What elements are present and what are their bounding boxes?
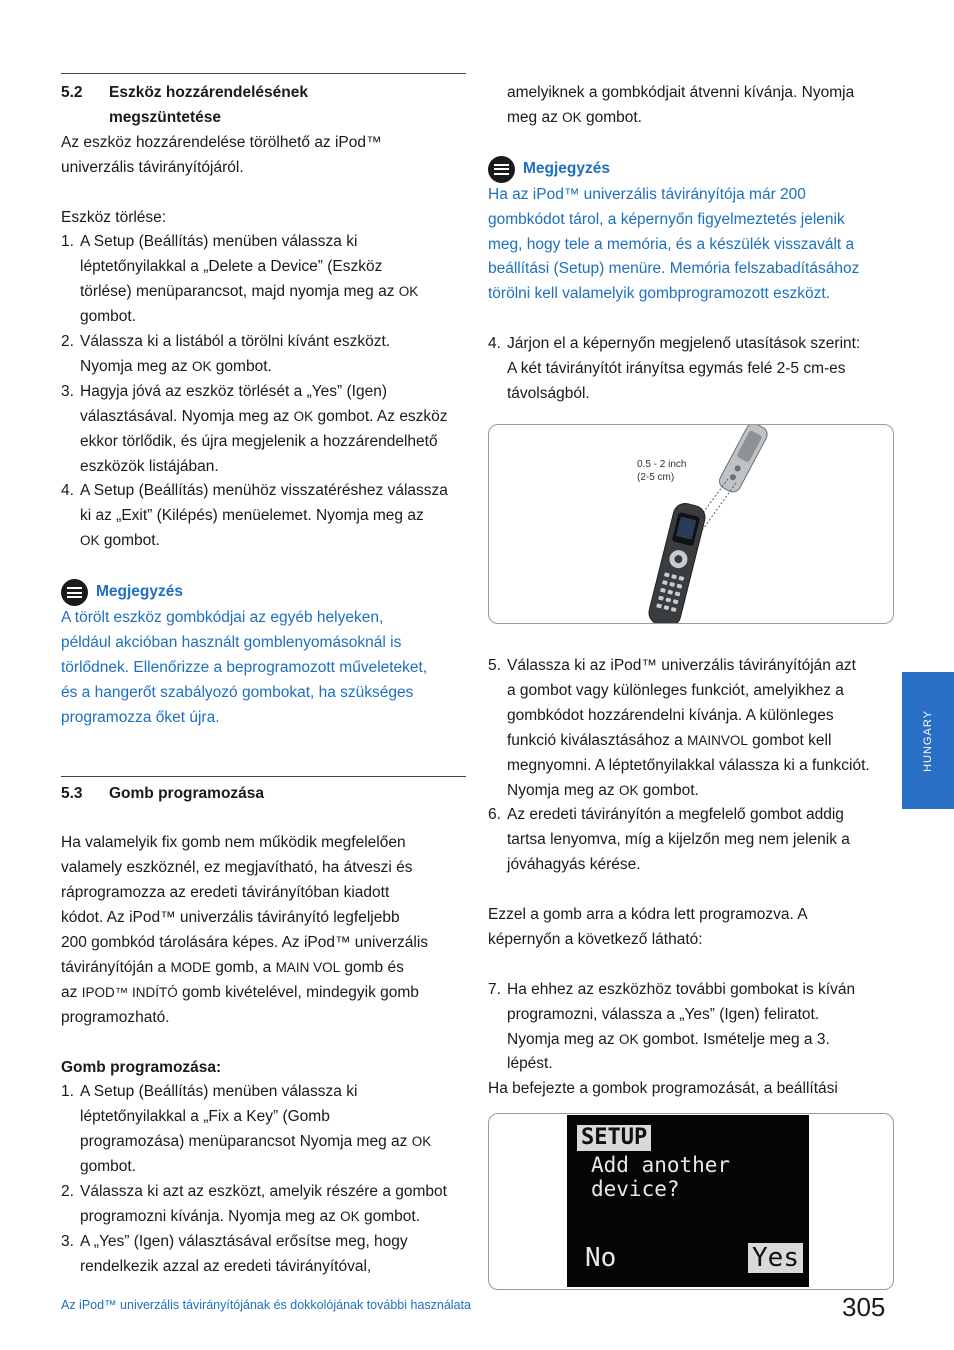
setup-screen-illustration: [488, 1113, 894, 1290]
steps-5-6: [488, 654, 894, 878]
list-item: 1. A Setup (Beállítás) menüben válassza ki léptetőnyilakkal a „Fix a Key” (Gomb programozása) menüparancsot Nyomja meg az OK gombot.: [61, 1083, 432, 1176]
list-item: 7. Ha ehhez az eszközhöz további gombokat is kíván programozni, válassza a „Yes” (Igen) feliratot. Nyomja meg az OK gombot. Ismételje meg a 3. lépést.: [488, 980, 856, 1073]
right-column-lower: [488, 654, 894, 1102]
note-icon: [61, 579, 88, 606]
continued-text: amelyiknek a gombkódjait átvenni kívánja. Nyomja meg az OK gombot.: [507, 84, 855, 126]
list-item: 2. Válassza ki a listából a törölni kívánt eszközt. Nyomja meg az OK gombot.: [61, 333, 391, 375]
lcd-question: Add another device?: [591, 1153, 731, 1201]
note-left: Megjegyzés A törölt eszköz gombkódjai az egyéb helyeken, például akcióban használt gomblenyomásoknál is törlődnek. Ellenőrizze a beprogramozott műveleteket, és a hangerőt szabályozó gombokat, ha szükséges programozza őket újra.: [61, 579, 466, 731]
list-item: 2. Válassza ki azt az eszközt, amelyik részére a gombot programozni kívánja. Nyomja meg az OK gombot.: [61, 1183, 447, 1225]
lcd-display: [567, 1115, 809, 1287]
list-item: 6. Az eredeti távirányítón a megfelelő gombot addig tartsa lenyomva, míg a kijelzőn meg nem jelenik a jóváhagyás kérése.: [488, 806, 850, 874]
list-item: 4. Járjon el a képernyőn megjelenő utasítások szerint: A két távirányítót irányítsa egymás felé 2-5 cm-es távolságból.: [488, 335, 861, 402]
list-item: 4. A Setup (Beállítás) menühöz visszatéréshez válassza ki az „Exit” (Kilépés) menüelemet. Nyomja meg az OK gombot.: [61, 482, 448, 550]
page-footer: Az iPod™ univerzális távirányítójának és dokkolójának további használata: [61, 1298, 471, 1312]
subheading-delete: Eszköz törlése:: [61, 208, 167, 226]
delete-steps: [61, 230, 466, 554]
result-text: Ezzel a gomb arra a kódra lett programozva. A képernyőn a következő látható:: [488, 906, 808, 948]
section-5-3-heading: 5.3 Gomb programozása: [61, 784, 265, 802]
remotes-illustration: [488, 424, 894, 624]
program-steps: [61, 1080, 466, 1279]
list-item: 1. A Setup (Beállítás) menüben válassza ki léptetőnyilakkal a „Delete a Device” (Eszköz törlése) menüparancsot, majd nyomja meg az OK gombot.: [61, 233, 419, 326]
note-right: Megjegyzés Ha az iPod™ univerzális távirányítója már 200 gombkódot tárol, a képernyőn figyelmeztetés jelenik meg, hogy tele a memória, és a készülék visszavált a beállítási (Setup) menüre. Memória felszabadításához törölni kell valamelyik gombprogramozott eszközt.: [488, 156, 894, 308]
language-side-tab: HUNGARY: [902, 672, 954, 809]
distance-label-cm: (2-5 cm): [637, 472, 675, 483]
intro-text: Az eszköz hozzárendelése törölhető az iPod™ univerzális távirányítójáról.: [61, 133, 382, 176]
step-4-list: [488, 332, 894, 407]
section-5-2-heading: 5.2 Eszköz hozzárendelésének megszüntetése: [61, 84, 308, 126]
list-item: 3. A „Yes” (Igen) választásával erősítse meg, hogy rendelkezik azzal az eredeti távirányítóval,: [61, 1232, 408, 1275]
left-column: [61, 0, 466, 1280]
distance-label: 0.5 - 2 inch: [637, 459, 687, 470]
remotes-figure: [489, 425, 893, 623]
lcd-option-yes: Yes: [748, 1243, 803, 1273]
list-item: 3. Hagyja jóvá az eszköz törlését a „Yes” (Igen) választásával. Nyomja meg az OK gombot. Az eszköz ekkor törlődik, és újra megjelenik a hozzárendelhető eszközök listájában.: [61, 382, 448, 475]
subheading-program: Gomb programozása:: [61, 1058, 222, 1076]
step-7-list: [488, 978, 894, 1078]
final-text: Ha befejezte a gombok programozását, a beállítási: [488, 1080, 838, 1098]
list-item: 5. Válassza ki az iPod™ univerzális távirányítóján azt a gombot vagy különleges funkciót, amelyikhez a gombkódot hozzárendelni kívánja. A különleges funkció kiválasztásához a MAINVOL gombot kell megnyomni. A léptetőnyilakkal válassza ki a funkciót. Nyomja meg az OK gombot.: [488, 657, 870, 799]
page-number: 305: [842, 1292, 886, 1322]
section-5-3-paragraph: Ha valamelyik fix gomb nem működik megfelelően valamely eszköznél, ez megjavítható, ha átveszi és ráprogramozza az eredeti távirányítóban kiadott kódot. Az iPod™ univerzális távirányító legfeljebb 200 gombkód tárolására képes. Az iPod™ univerzális távirányítóján a MODE gomb, a MAIN VOL gomb és az IPOD™ INDÍTÓ gomb kivételével, mindegyik gomb programozható.: [61, 834, 429, 1026]
lcd-title: SETUP: [577, 1125, 651, 1151]
lcd-option-no: No: [585, 1243, 617, 1273]
note-icon: [488, 156, 515, 183]
right-column: [488, 0, 894, 407]
